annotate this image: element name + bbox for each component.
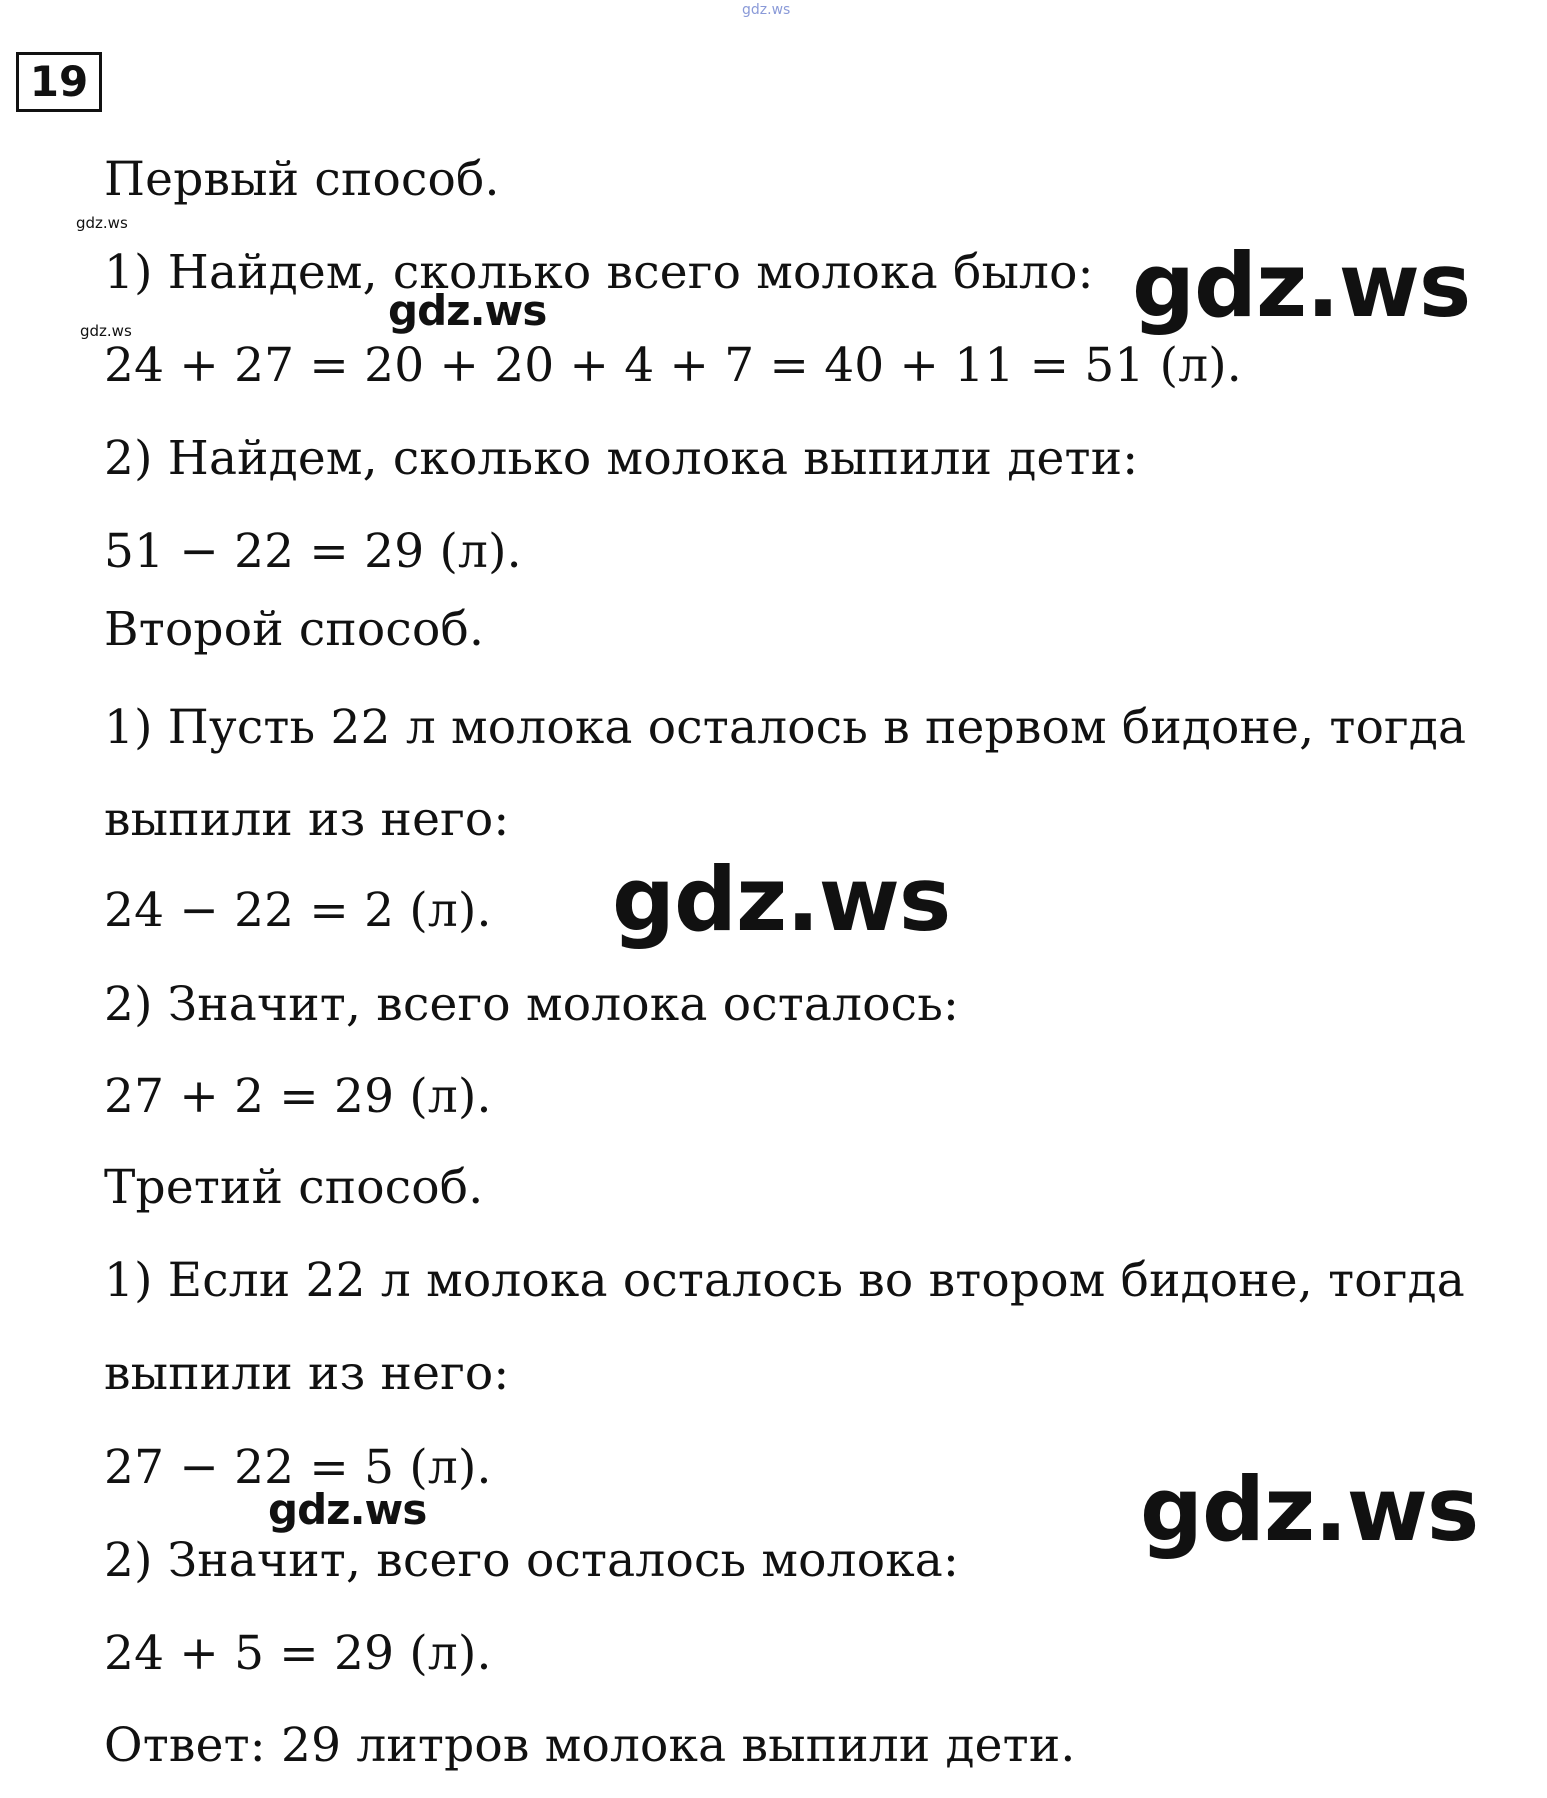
watermark-mid: gdz.ws [268,1485,427,1534]
watermark-large: gdz.ws [1140,1458,1479,1561]
text-line: Третий способ. [104,1160,484,1215]
watermark-large: gdz.ws [1132,234,1471,337]
text-line: 1) Пусть 22 л молока осталось в первом бидоне, тогда [104,700,1467,755]
text-line: 27 + 2 = 29 (л). [104,1069,492,1124]
text-line: 51 − 22 = 29 (л). [104,524,522,579]
watermark-small: gdz.ws [80,322,132,340]
text-line: Ответ: 29 литров молока выпили дети. [104,1718,1076,1773]
text-line: 2) Значит, всего осталось молока: [104,1533,960,1588]
text-line: Первый способ. [104,152,500,207]
watermark-mid: gdz.ws [388,286,547,335]
text-line: выпили из него: [104,1346,510,1401]
text-line: 27 − 22 = 5 (л). [104,1440,492,1495]
text-line: 2) Значит, всего молока осталось: [104,977,960,1032]
watermark-large: gdz.ws [612,848,951,951]
text-line: 24 − 22 = 2 (л). [104,883,492,938]
text-line: Второй способ. [104,602,485,657]
text-line: 1) Найдем, сколько всего молока было: [104,245,1094,300]
text-line: 1) Если 22 л молока осталось во втором бидоне, тогда [104,1253,1465,1308]
watermark-top: gdz.ws [742,2,791,18]
text-line: 24 + 27 = 20 + 20 + 4 + 7 = 40 + 11 = 51 (л). [104,338,1242,393]
text-line: 2) Найдем, сколько молока выпили дети: [104,431,1139,486]
task-number-box: 19 [16,52,102,112]
watermark-small: gdz.ws [76,214,128,232]
text-line: выпили из него: [104,792,510,847]
text-line: 24 + 5 = 29 (л). [104,1626,492,1681]
